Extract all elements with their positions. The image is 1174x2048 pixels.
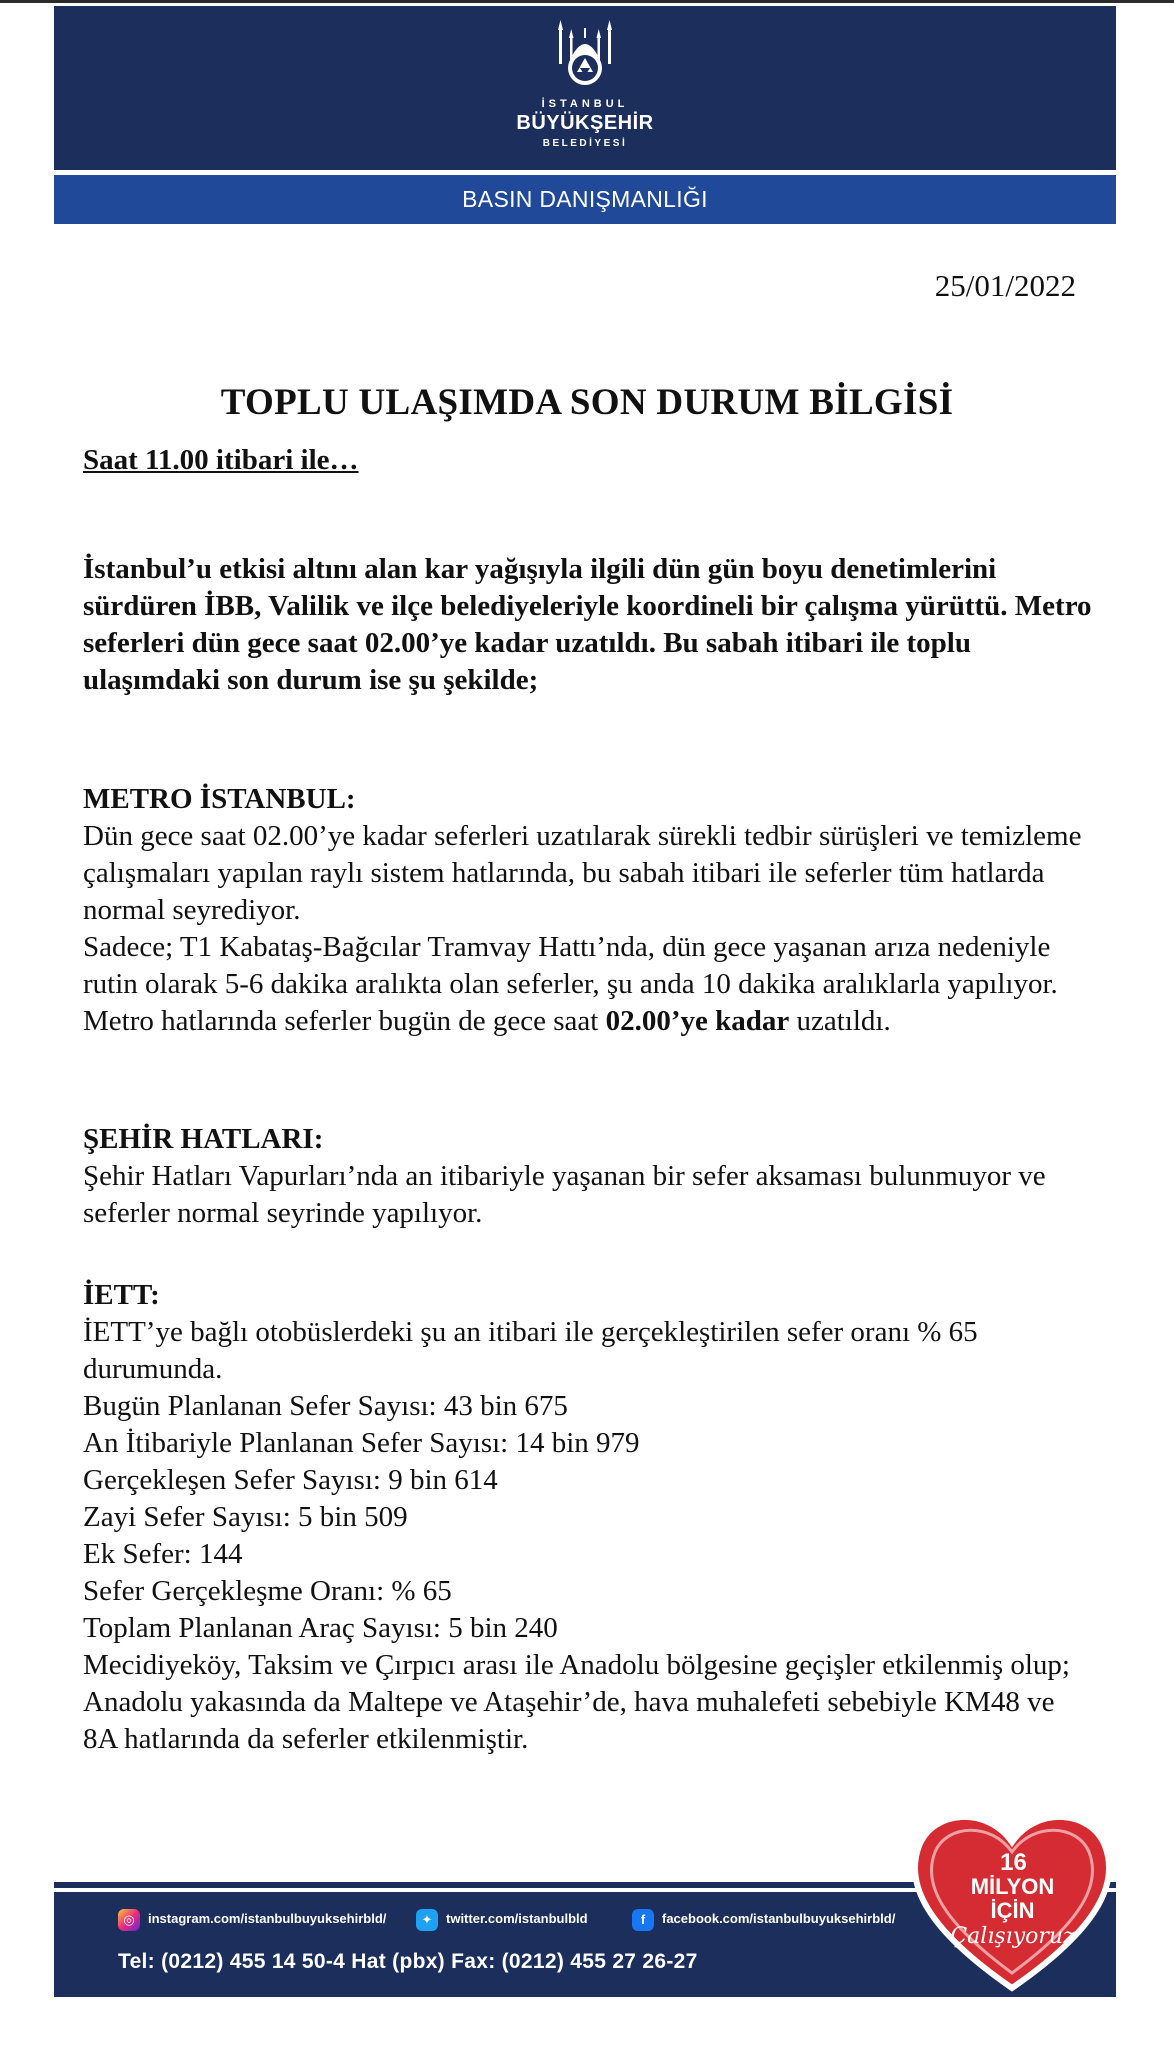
metro-paragraph-3 (83, 1003, 1093, 1040)
iett-paragraph-last: Mecidiyeköy, Taksim ve Çırpıcı arası ile Anadolu bölgesine geçişler etkilenmiş olup; Anadolu yakasında da Maltepe ve Ataşehir’de, hava muhalefeti sebebiyle KM48 ve 8A hatlarında da seferler etkilenmiştir. (83, 1649, 1070, 1755)
facebook-link[interactable] (632, 1906, 895, 1932)
badge-line-4: Çalışıyoruz (950, 1924, 1075, 1949)
letterhead-header (54, 6, 1116, 224)
iett-stat-line: Zayi Sefer Sayısı: 5 bin 509 (83, 1501, 408, 1533)
instagram-link[interactable] (118, 1906, 386, 1932)
metro-paragraph-2: Sadece; T1 Kabataş-Bağcılar Tramvay Hattı’nda, dün gece yaşanan arıza nedeniyle rutin olarak 5-6 dakika aralıkta olan seferler, şu anda 10 dakika aralıklarla yapılıyor. (83, 931, 1058, 1000)
metro-p3-bold: 02.00’ye kadar (605, 1005, 790, 1037)
sehir-hatlari-section (83, 1121, 1093, 1232)
facebook-text: facebook.com/istanbulbuyuksehirbld/ (662, 1911, 896, 1926)
facebook-icon: f (632, 1909, 654, 1931)
metro-p3-after: uzatıldı. (789, 1005, 891, 1037)
ibb-logo-icon (550, 16, 620, 88)
twitter-icon: ✦ (416, 1909, 438, 1931)
instagram-text: instagram.com/istanbulbuyuksehirbld/ (148, 1911, 387, 1926)
iett-stat-line: An İtibariyle Planlanan Sefer Sayısı: 14 bin 979 (83, 1427, 640, 1459)
intro-text: İstanbul’u etkisi altını alan kar yağışıyla ilgili dün gün boyu denetimlerini sürdüren İBB, Valilik ve ilçe belediyeleriyle koordineli bir çalışma yürüttü. Metro seferleri dün gece saat 02.00’ye kadar uzatıldı. Bu sabah itibari ile toplu ulaşımdaki son durum ise şu şekilde; (83, 553, 1092, 696)
metro-heading: METRO İSTANBUL: (83, 783, 356, 815)
badge-line-3: İÇİN (990, 1898, 1035, 1923)
header-band (54, 175, 1116, 224)
twitter-text: twitter.com/istanbulbld (446, 1911, 588, 1926)
metro-p3-before: Metro hatlarında seferler bugün de gece saat (83, 1005, 606, 1037)
instagram-icon: ◎ (118, 1909, 140, 1931)
iett-heading: İETT: (83, 1279, 160, 1311)
badge-line-2: MİLYON (970, 1874, 1055, 1899)
document-title: TOPLU ULAŞIMDA SON DURUM BİLGİSİ (220, 382, 954, 423)
department-title: BASIN DANIŞMANLIĞI (462, 186, 708, 212)
metro-section (83, 781, 1093, 1040)
logo-city-text: İSTANBUL (541, 98, 629, 110)
intro-paragraph (83, 551, 1093, 699)
sehir-hatlari-heading: ŞEHİR HATLARI: (83, 1123, 324, 1155)
logo-title-text: BÜYÜKŞEHİR (516, 112, 654, 134)
iett-stat-line: Toplam Planlanan Araç Sayısı: 5 bin 240 (83, 1612, 558, 1644)
document-subtitle: Saat 11.00 itibari ile… (83, 444, 359, 476)
top-border (0, 0, 1174, 3)
iett-paragraph-1: İETT’ye bağlı otobüslerdeki şu an itibari ile gerçekleştirilen sefer oranı % 65 durumunda. (83, 1316, 978, 1385)
logo-subtitle-text: BELEDİYESİ (542, 138, 628, 149)
sehir-hatlari-paragraph: Şehir Hatları Vapurları’nda an itibariyle yaşanan bir sefer aksaması bulunmuyor ve seferler normal seyrinde yapılıyor. (83, 1160, 1046, 1229)
twitter-link[interactable] (416, 1906, 588, 1932)
document-date: 25/01/2022 (934, 268, 1076, 303)
badge-number: 16 (1000, 1849, 1027, 1876)
iett-stat-line: Gerçekleşen Sefer Sayısı: 9 bin 614 (83, 1464, 498, 1496)
iett-section (83, 1277, 1093, 1758)
metro-paragraph-1: Dün gece saat 02.00’ye kadar seferleri uzatılarak sürekli tedbir sürüşleri ve temizleme çalışmaları yapılan raylı sistem hatlarında, bu sabah itibari ile seferler tüm hatlarda normal seyrediyor. (83, 820, 1082, 926)
header-banner (54, 6, 1116, 170)
iett-stat-line: Bugün Planlanan Sefer Sayısı: 43 bin 675 (83, 1390, 568, 1422)
iett-stat-line: Sefer Gerçekleşme Oranı: % 65 (83, 1575, 452, 1607)
iett-stat-line: Ek Sefer: 144 (83, 1538, 243, 1570)
contact-info: Tel: (0212) 455 14 50-4 Hat (pbx) Fax: (0212) 455 27 26-27 (118, 1950, 698, 1973)
